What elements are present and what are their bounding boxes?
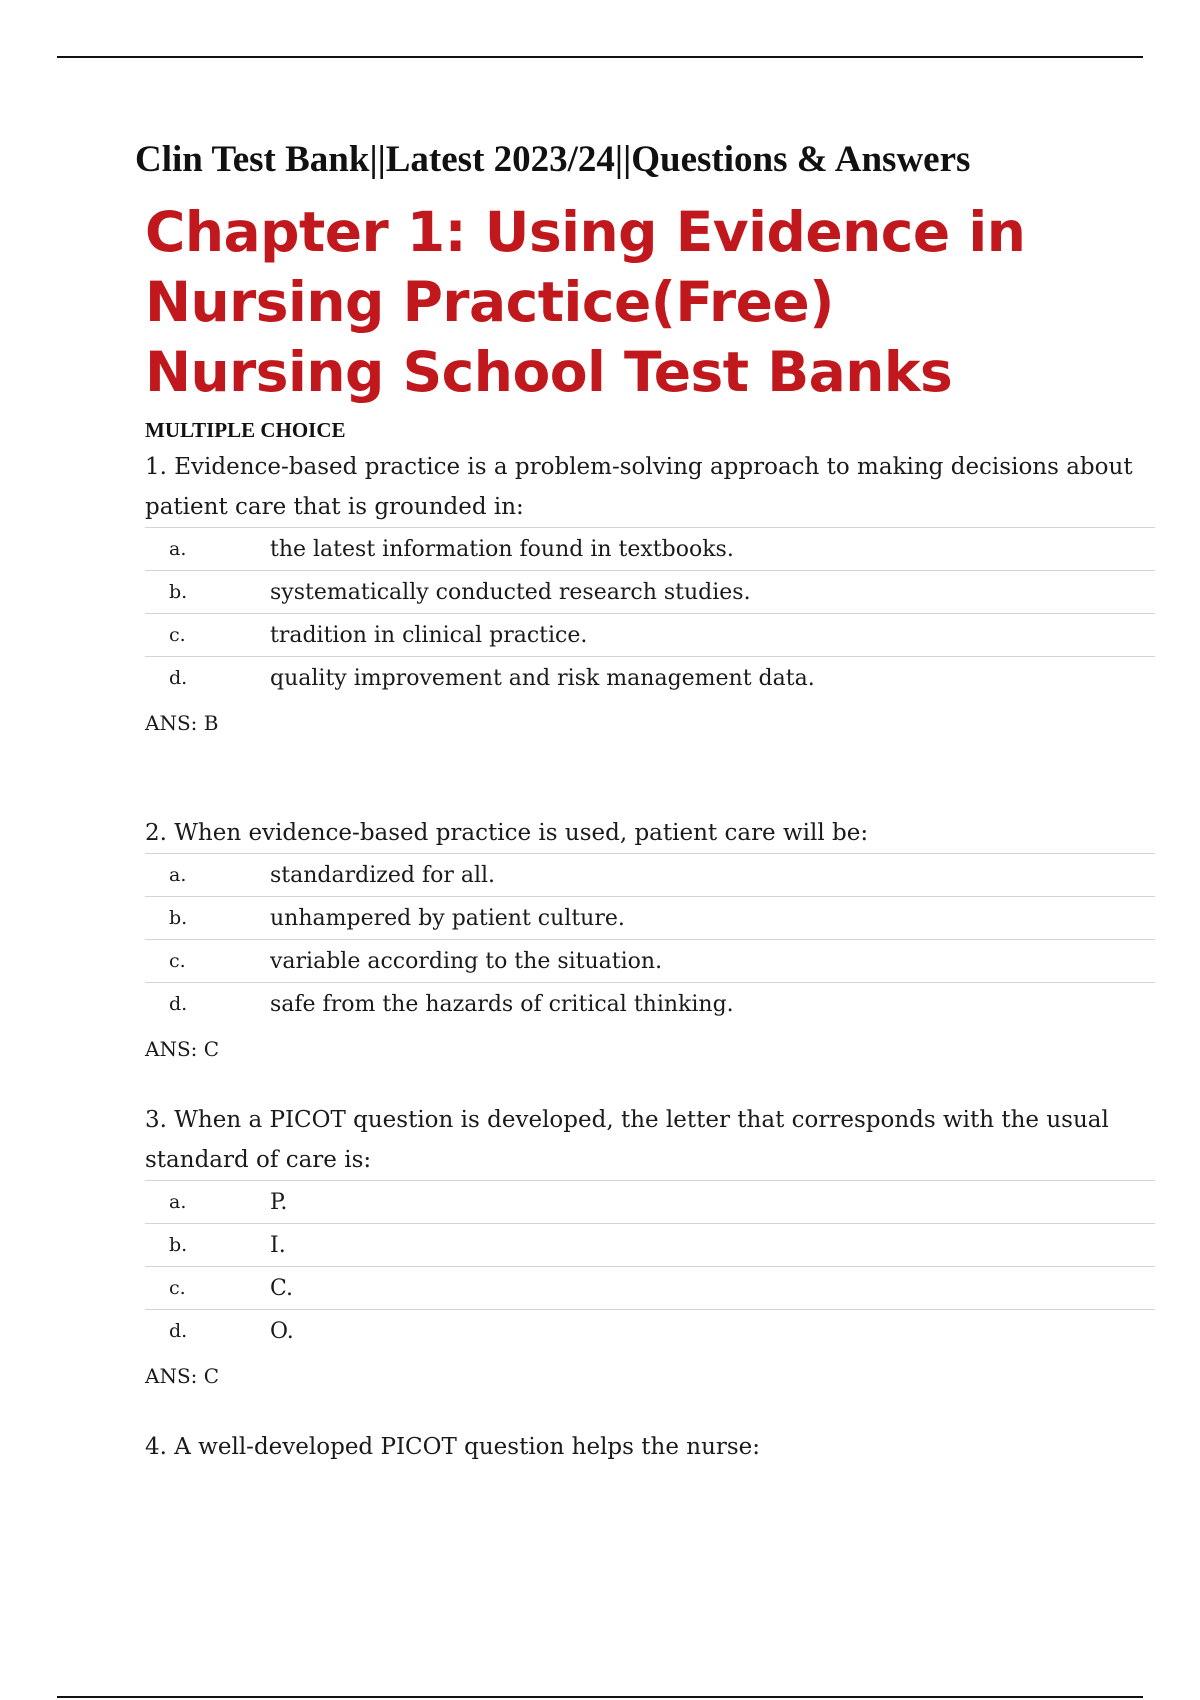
choice-letter: a. bbox=[169, 538, 187, 560]
answer-key: ANS: C bbox=[145, 1037, 220, 1061]
question-stem: 3. When a PICOT question is developed, the letter that corresponds with the usual standard of care is: bbox=[145, 1107, 1109, 1173]
choice-row bbox=[145, 897, 1155, 940]
choice-list bbox=[145, 853, 1155, 1025]
choice-letter: a. bbox=[169, 864, 187, 886]
choice-letter: d. bbox=[169, 1320, 188, 1342]
choice-list bbox=[145, 1180, 1155, 1352]
choice-letter: b. bbox=[169, 1234, 188, 1256]
choice-text: quality improvement and risk management data. bbox=[270, 665, 815, 691]
choice-letter: b. bbox=[169, 907, 188, 929]
choice-text: variable according to the situation. bbox=[270, 948, 663, 974]
choice-row bbox=[145, 614, 1155, 657]
section-label: MULTIPLE CHOICE bbox=[145, 418, 346, 442]
choice-row bbox=[145, 1181, 1155, 1224]
question-3 bbox=[145, 1100, 1155, 1388]
document-header: Clin Test Bank||Latest 2023/24||Questions & Answers bbox=[135, 139, 971, 180]
choice-letter: c. bbox=[169, 1277, 186, 1299]
choice-row bbox=[145, 1224, 1155, 1267]
choice-text: C. bbox=[270, 1275, 294, 1301]
question-1 bbox=[145, 447, 1155, 735]
choice-row bbox=[145, 940, 1155, 983]
answer-key: ANS: C bbox=[145, 1364, 220, 1388]
choice-text: systematically conducted research studies. bbox=[270, 579, 751, 605]
choice-row bbox=[145, 571, 1155, 614]
choice-letter: c. bbox=[169, 624, 186, 646]
question-stem: 4. A well-developed PICOT question helps the nurse: bbox=[145, 1434, 761, 1460]
choice-text: tradition in clinical practice. bbox=[270, 622, 588, 648]
choice-text: safe from the hazards of critical thinking. bbox=[270, 991, 734, 1017]
choice-letter: d. bbox=[169, 667, 188, 689]
choice-row bbox=[145, 854, 1155, 897]
top-rule bbox=[57, 56, 1143, 58]
choice-row bbox=[145, 983, 1155, 1025]
choice-text: the latest information found in textbooks. bbox=[270, 536, 734, 562]
choice-text: P. bbox=[270, 1189, 288, 1215]
chapter-title: Chapter 1: Using Evidence in Nursing Practice(Free) Nursing School Test Banks bbox=[145, 200, 1026, 404]
choice-letter: d. bbox=[169, 993, 188, 1015]
answer-key: ANS: B bbox=[145, 711, 219, 735]
choice-text: I. bbox=[270, 1232, 286, 1258]
bottom-rule bbox=[57, 1696, 1143, 1698]
choice-row bbox=[145, 528, 1155, 571]
choice-row bbox=[145, 1267, 1155, 1310]
question-stem: 2. When evidence-based practice is used, patient care will be: bbox=[145, 820, 869, 846]
choice-row bbox=[145, 657, 1155, 699]
choice-list bbox=[145, 527, 1155, 699]
question-2 bbox=[145, 813, 1155, 1061]
question-stem: 1. Evidence-based practice is a problem-solving approach to making decisions about patient care that is grounded in: bbox=[145, 454, 1133, 520]
question-4 bbox=[145, 1427, 1155, 1467]
choice-row bbox=[145, 1310, 1155, 1352]
choice-text: standardized for all. bbox=[270, 862, 496, 888]
choice-letter: a. bbox=[169, 1191, 187, 1213]
choice-text: unhampered by patient culture. bbox=[270, 905, 625, 931]
choice-text: O. bbox=[270, 1318, 294, 1344]
choice-letter: c. bbox=[169, 950, 186, 972]
choice-letter: b. bbox=[169, 581, 188, 603]
